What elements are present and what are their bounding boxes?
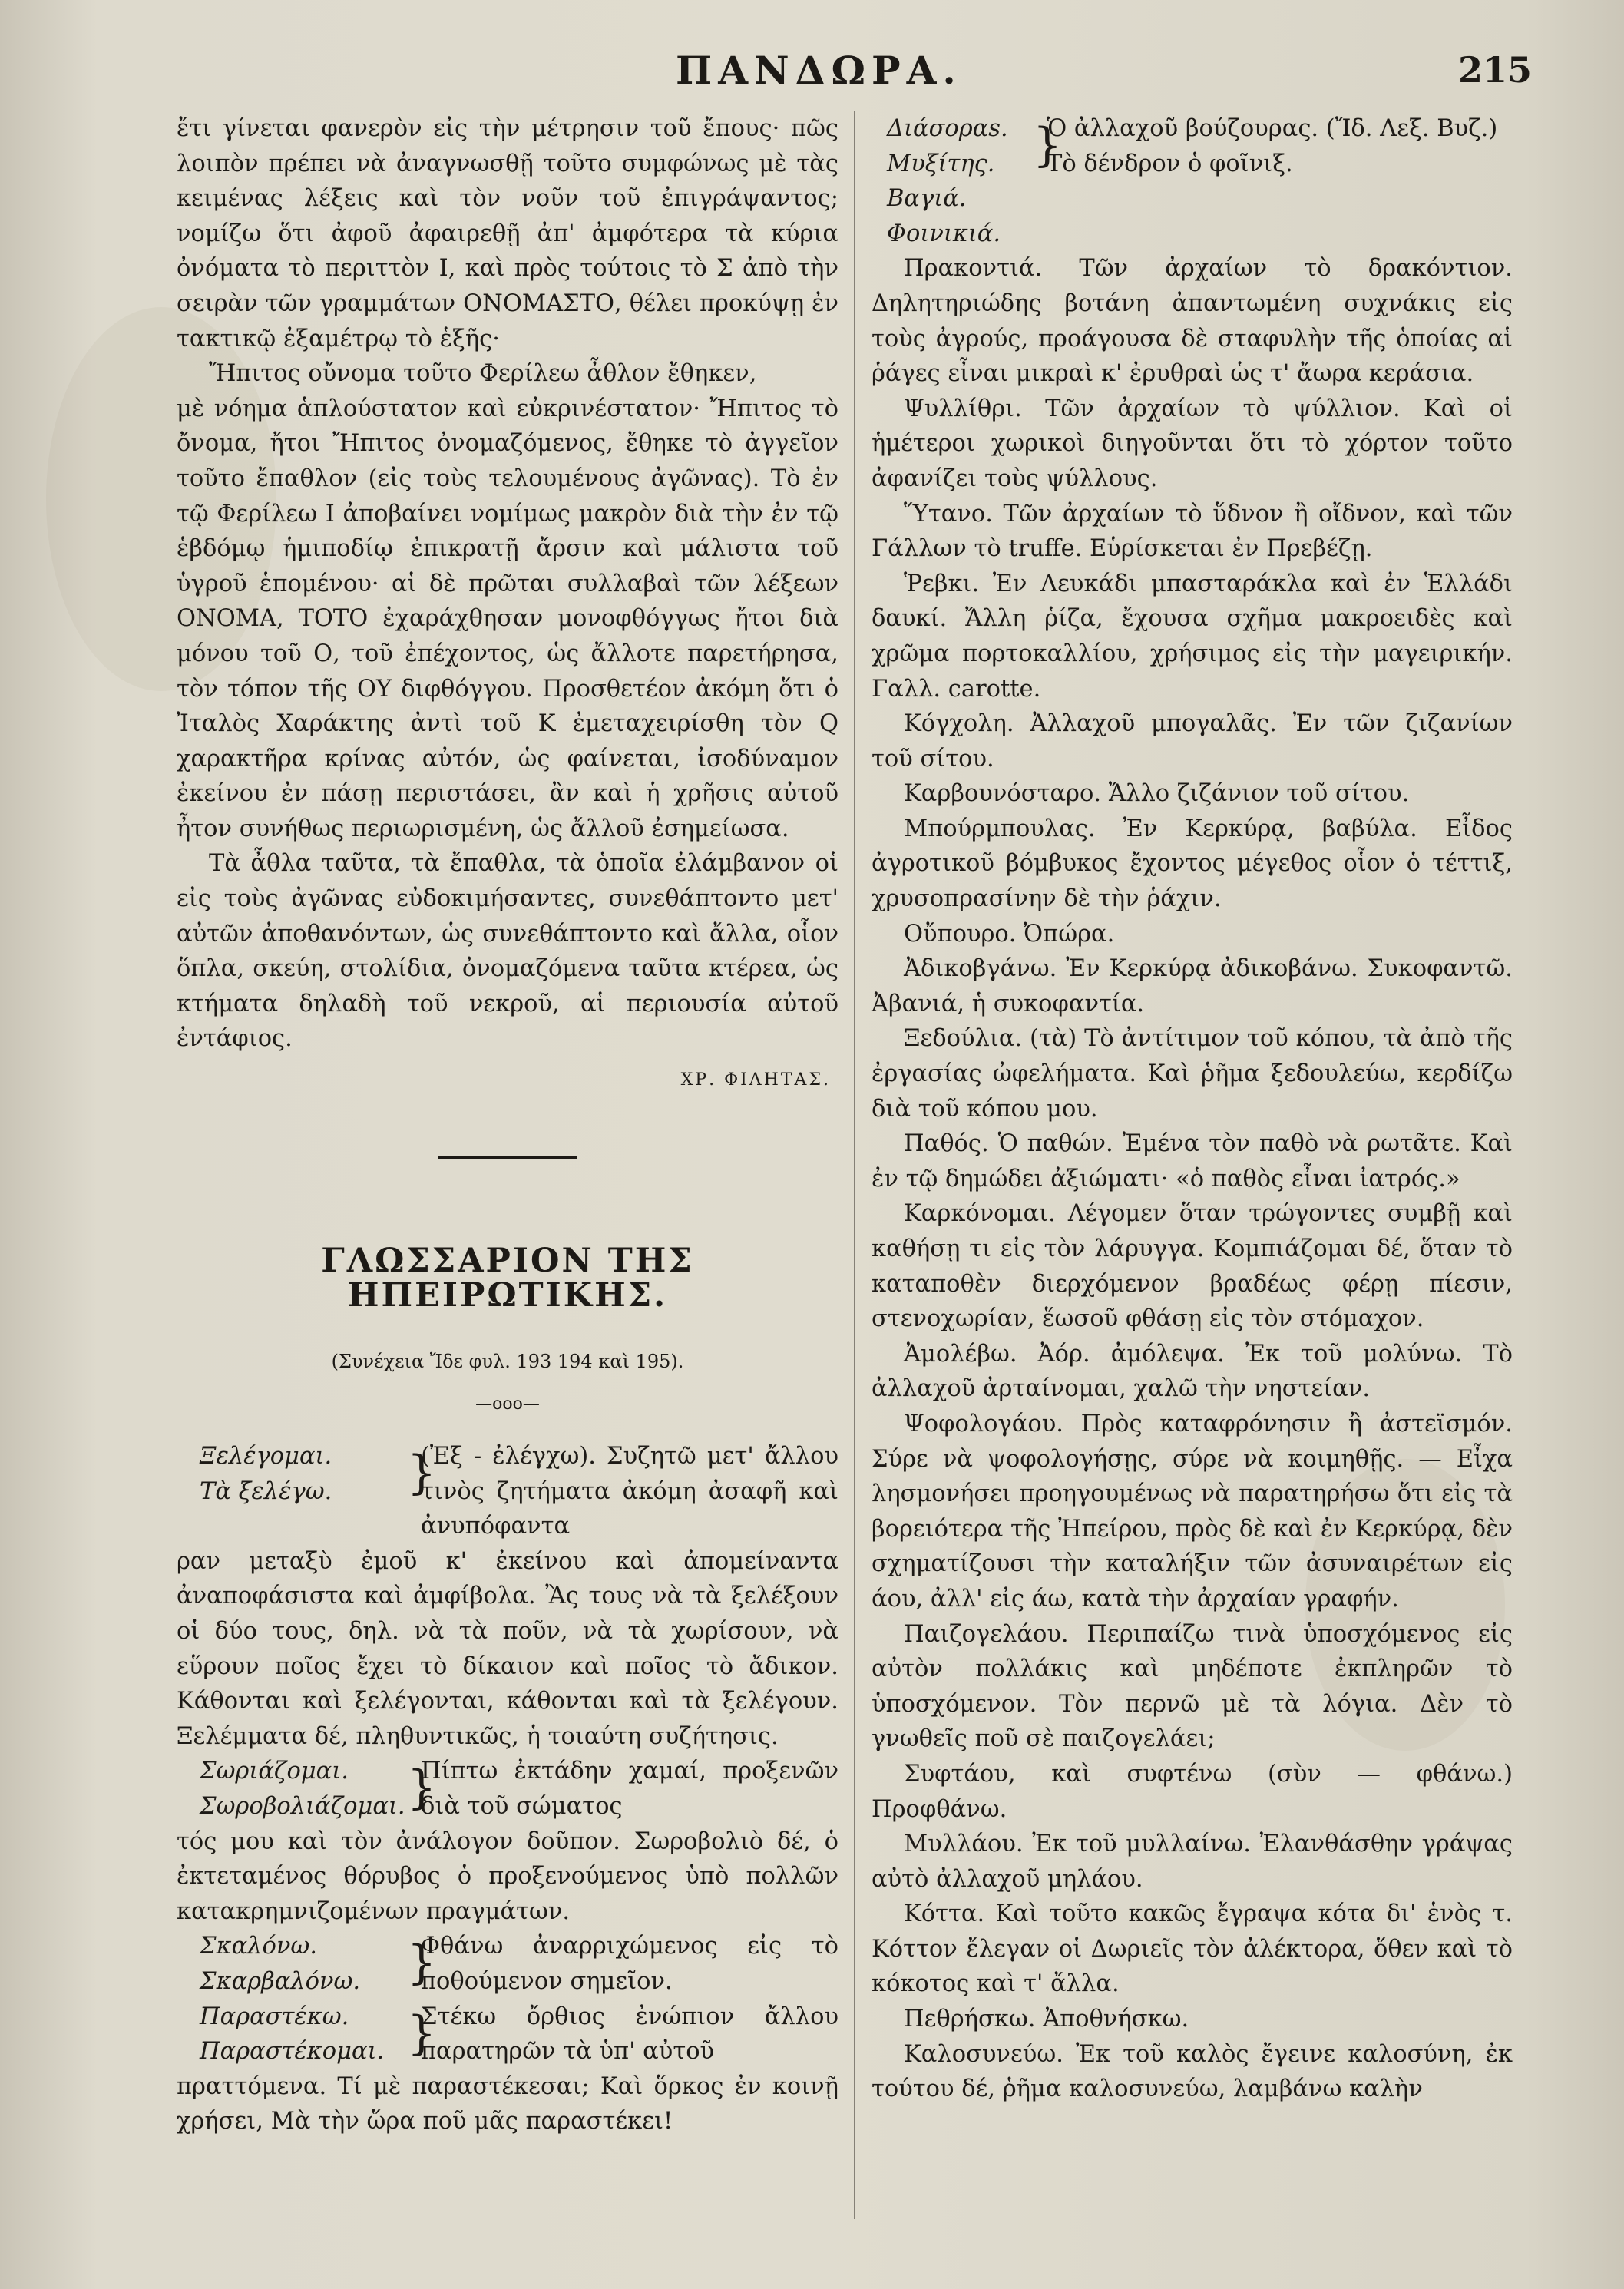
glossary-entry: Ὕτανο. Τῶν ἀρχαίων τὸ ὕδνον ἢ οἴδνον, καὶ τῶν Γάλλων τὸ truffe. Εὑρίσκεται ἐν Πρεβέζῃ. bbox=[872, 500, 1513, 563]
headwords bbox=[177, 2000, 407, 2069]
headwords bbox=[177, 1754, 407, 1824]
paragraph: ἔτι γίνεται φανερὸν εἰς τὴν μέτρησιν τοῦ ἔπους· πῶς λοιπὸν πρέπει νὰ ἀναγνωσθῇ τοῦτο συμφώνως μὲ τὰς κειμένας λέξεις καὶ τὸν νοῦν τοῦ ἐπιγράψαντος; νομίζω ὅτι ἀφοῦ ἀφαιρεθῇ ἀπ' ἀμφότερα τὰ κύρια ὀνόματα τὸ περιττὸν Ι, καὶ πρὸς τούτοις τὸ Σ ἀπὸ τὴν σειρὰν τῶν γραμμάτων ΟΝΟΜΑΣΤΟ, θέλει προκύψῃ ἐν τακτικῷ ἐξαμέτρῳ τὸ ἑξῆς· bbox=[177, 115, 838, 352]
column-divider bbox=[854, 111, 855, 2219]
headword: Φοινικιά. bbox=[887, 220, 1001, 247]
headword: Σκαλόνω. bbox=[200, 1933, 317, 1960]
definition-line: Τὸ δένδρον ὁ φοῖνιξ. bbox=[1047, 150, 1293, 177]
headword: Διάσοραs. bbox=[887, 115, 1008, 142]
definition bbox=[1047, 111, 1513, 181]
glossary-entry: Συφτάου, καὶ συφτένω (σὺν — φθάνω.) Προφθάνω. bbox=[872, 1760, 1513, 1823]
glossary-entry bbox=[177, 1754, 838, 1824]
headword: Τὰ ξελέγω. bbox=[200, 1477, 332, 1505]
headwords bbox=[872, 111, 1033, 251]
headword: Βαγιά. bbox=[887, 185, 967, 213]
definition: Φθάνω ἀναρριχώμενος εἰς τὸ ποθούμενον σημεῖον. bbox=[421, 1933, 838, 1995]
glossary-entry bbox=[872, 111, 1513, 251]
glossary-entry: Παθός. Ὁ παθών. Ἐμένα τὸν παθὸ νὰ ρωτᾶτε. Καὶ ἐν τῷ δημώδει ἀξιώματι· «ὁ παθὸς εἶναι ἰατρός.» bbox=[872, 1130, 1513, 1192]
right-column bbox=[872, 111, 1513, 2107]
glossary-entry: Καρβουνόσταρο. Ἄλλο ζιζάνιον τοῦ σίτου. bbox=[904, 780, 1410, 808]
definition-continued: ραν μεταξὺ ἐμοῦ κ' ἐκείνου καὶ ἀπομείναντα ἀναποφάσιστα καὶ ἀμφίβολα. Ἂς τους νὰ τὰ ξελέξουν οἱ δύο τους, δηλ. νὰ τὰ ποῦν, νὰ τὰ χωρίσουν, νὰ εὕρουν ποῖος ἔχει τὸ δίκαιον καὶ ποῖος τὸ ἄδικον. Κάθονται καὶ ξελέγονται, κάθονται καὶ τὰ ξελέγουν. Ξελέμματα δέ, πληθυντικῶς, ἡ τοιαύτη συζήτησις. bbox=[177, 1547, 838, 1750]
glossary-entry bbox=[177, 1439, 838, 1544]
glossary-entry: Καρκόνομαι. Λέγομεν ὅταν τρώγοντες συμβῇ καὶ καθήσῃ τι εἰς τὸν λάρυγγα. Κομπιάζομαι δέ, ὅταν τὸ καταποθὲν διερχόμενον βραδέως φέρῃ πίεσιν, στενοχωρίαν, ἕωσοῦ φθάσῃ εἰς τὸν στόμαχον. bbox=[872, 1200, 1513, 1333]
glossary-entry: Ἀδικοβγάνω. Ἐν Κερκύρᾳ ἀδικοβάνω. Συκοφαντῶ. Ἀβανιά, ἡ συκοφαντία. bbox=[872, 955, 1513, 1017]
definition-continued: πραττόμενα. Τί μὲ παραστέκεσαι; Καὶ ὅρκος ἐν κοινῇ χρήσει, Μὰ τὴν ὥρα ποῦ μᾶς παραστέκει! bbox=[177, 2072, 838, 2135]
headword: Σωριάζομαι. bbox=[200, 1758, 349, 1785]
paragraph: μὲ νόημα ἁπλούστατον καὶ εὐκρινέστατον· Ἤπιτος τὸ ὄνομα, ἤτοι Ἤπιτος ὀνομαζόμενος, ἔθηκε τὸ ἀγγεῖον τοῦτο ἔπαθλον (εἰς τοὺς τελουμένους ἀγῶνας). Τὸ ἐν τῷ Φερίλεω Ι ἀποβαίνει νομίμως μακρὸν διὰ τὴν ἐν τῷ ἑβδόμῳ ἡμιποδίῳ ἐπικρατῇ ἄρσιν καὶ μάλιστα τοῦ ὑγροῦ ἑπομένου· αἱ δὲ πρῶται συλλαβαὶ τῶν λέξεων ΟΝΟΜΑ, ΤΟΤΟ ἐχαράχθησαν μονοφθόγγως ἤτοι διὰ μόνου τοῦ Ο, τοῦ ἐπέχοντος, ὡς ἄλλοτε παρετήρησα, τὸν τόπον τῆς ΟΥ διφθόγγου. Προσθετέον ἀκόμη ὅτι ὁ Ἰταλὸς Χαράκτης ἀντὶ τοῦ Κ ἐμεταχειρίσθη τὸν Q χαρακτῆρα κρίνας αὐτόν, ὡς φαίνεται, ἰσοδύναμον ἐκείνου ἐν πάσῃ περιστάσει, ἂν καὶ ἡ χρῆσις αὐτοῦ ἦτον συνήθως περιωρισμένη, ὡς ἄλλοῦ ἐσημείωσα. bbox=[177, 395, 838, 842]
glossary-entry: Κόττα. Καὶ τοῦτο κακῶς ἔγραψα κότα δι' ἑνὸς τ. Κόττον ἔλεγαν οἱ Δωριεῖς τὸν ἀλέκτορα, ὅθεν καὶ τὸ κόκοτος καὶ τ' ἄλλα. bbox=[872, 1900, 1513, 1998]
section-divider bbox=[438, 1156, 577, 1159]
headword: Μυξίτης. bbox=[887, 150, 995, 177]
author-signature: ΧΡ. ΦΙΛΗΤΑΣ. bbox=[680, 1070, 831, 1090]
headword: Παραστέκω. bbox=[200, 2003, 349, 2030]
glossary-entry: Ξεδούλια. (τὰ) Τὸ ἀντίτιμον τοῦ κόπου, τὰ ἀπὸ τῆς ἐργασίας ὠφελήματα. Καὶ ῥῆμα ξεδουλεύω, κερδίζω διὰ τοῦ κόπου μου. bbox=[872, 1025, 1513, 1123]
verse-line: Ἤπιτος οὔνομα τοῦτο Φερίλεω ἆθλον ἔθηκεν, bbox=[209, 360, 757, 388]
running-title: ΠΑΝΔΩΡΑ. bbox=[676, 48, 962, 93]
brace: } bbox=[407, 1761, 437, 1815]
glossary-entry: Μπούρμπουλας. Ἐν Κερκύρᾳ, βαβύλα. Εἶδος ἀγροτικοῦ βόμβυκος ἔχοντος μέγεθος οἷον ὁ τέττιξ, χρυσοπρασίνην δὲ τὴν ῥάχιν. bbox=[872, 815, 1513, 913]
headword: Σκαρβαλόνω. bbox=[200, 1967, 361, 1995]
headwords bbox=[177, 1439, 407, 1509]
glossary-entry: Κόγχολη. Ἀλλαχοῦ μπογαλᾶς. Ἐν τῶν ζιζανίων τοῦ σίτου. bbox=[872, 710, 1513, 772]
section-title: ΓΛΩΣΣΑΡΙΟΝ ΤΗΣ ΗΠΕΙΡΩΤΙΚΗΣ. bbox=[321, 1241, 694, 1315]
headword: Ξελέγομαι. bbox=[200, 1443, 332, 1470]
glossary-entry: Ψυλλίθρι. Τῶν ἀρχαίων τὸ ψύλλιον. Καὶ οἱ ἡμέτεροι χωρικοὶ διηγοῦνται ὅτι τὸ χόρτον τοῦτο ἀφανίζει τοὺς ψύλλους. bbox=[872, 395, 1513, 492]
headword: Παραστέκομαι. bbox=[200, 2038, 385, 2066]
glossary-entry bbox=[177, 1929, 838, 1999]
definition-continued: τός μου καὶ τὸν ἀνάλογον δοῦπον. Σωροβολιὸ δέ, ὁ ἐκτεταμένος θόρυβος ὁ προξενούμενος ὑπὸ πολλῶν κατακρημνιζομένων πραγμάτων. bbox=[177, 1828, 838, 1925]
paragraph: Τὰ ἆθλα ταῦτα, τὰ ἔπαθλα, τὰ ὁποῖα ἐλάμβανον οἱ εἰς τοὺς ἀγῶνας εὐδοκιμήσαντες, συνεθάπτοντο μετ' αὐτῶν ἀποθανόντων, ὡς συνεθάπτοντο καὶ ἄλλα, οἷον ὅπλα, σκεύη, στολίδια, ὀνομαζόμενα ταῦτα κτέρεα, ὡς κτήματα δηλαδὴ τοῦ νεκροῦ, αἱ περιουσία αὐτοῦ ἐντάφιος. bbox=[177, 850, 838, 1053]
glossary-entry: Καλοσυνεύω. Ἐκ τοῦ καλὸς ἔγεινε καλοσύνη, ἐκ τούτου δέ, ῥῆμα καλοσυνεύω, λαμβάνω καλὴν bbox=[872, 2040, 1513, 2103]
definition: Στέκω ὄρθιος ἐνώπιον ἄλλου παρατηρῶν τὰ ὑπ' αὐτοῦ bbox=[421, 2003, 838, 2066]
definition: Πίπτω ἐκτάδην χαμαί, προξενῶν διὰ τοῦ σώματος bbox=[421, 1758, 838, 1820]
glossary-entry bbox=[177, 2000, 838, 2069]
brace: } bbox=[407, 2006, 437, 2060]
brace: } bbox=[407, 1936, 437, 1990]
left-column bbox=[177, 111, 838, 2139]
page-number: 215 bbox=[1457, 49, 1532, 91]
definition-line: Ὁ ἀλλαχοῦ βούζουρας. (Ἴδ. Λεξ. Βυζ.) bbox=[1047, 115, 1498, 142]
brace: } bbox=[407, 1446, 437, 1500]
ornament: —ooo— bbox=[475, 1394, 540, 1414]
glossary-entry: Πεθρήσκω. Ἀποθνήσκω. bbox=[904, 2006, 1189, 2033]
definition: (Ἐξ - ἐλέγχω). Συζητῶ μετ' ἄλλου τινὸς ζητήματα ἀκόμη ἀσαφῆ καὶ ἀνυπόφαντα bbox=[421, 1443, 838, 1540]
page-header bbox=[177, 48, 1563, 109]
headwords bbox=[177, 1929, 407, 1999]
glossary-entry: Παιζογελάου. Περιπαίζω τινὰ ὑποσχόμενος εἰς αὐτὸν πολλάκις καὶ μηδέποτε ἐκπληρῶν τὸ ὑποσχόμενον. Τὸν περνῶ μὲ τὰ λόγια. Δὲν τὸ γνωθεῖς ποῦ σὲ παιζογελάει; bbox=[872, 1620, 1513, 1753]
glossary-entry: Ἀμολέβω. Ἀόρ. ἀμόλεψα. Ἐκ τοῦ μολύνω. Τὸ ἀλλαχοῦ ἀρταίνομαι, χαλῶ τὴν νηστείαν. bbox=[872, 1340, 1513, 1403]
glossary-entry: Πρακοντιά. Τῶν ἀρχαίων τὸ δρακόντιον. Δηλητηριώδης βοτάνη ἀπαντωμένη συχνάκις εἰς τοὺς ἀγρούς, προάγουσα δὲ σταφυλὴν τῆς ὁποίας αἱ ῥάγες εἶναι μικραὶ κ' ἐρυθραὶ ὡς τ' ἄωρα κεράσια. bbox=[872, 255, 1513, 388]
headword: Σωροβολιάζομαι. bbox=[200, 1792, 405, 1820]
glossary-entry: Μυλλάου. Ἐκ τοῦ μυλλαίνω. Ἐλανθάσθην γράψας αὐτὸ ἀλλαχοῦ μηλάου. bbox=[872, 1831, 1513, 1893]
glossary-entry: Οὔπουρο. Ὀπώρα. bbox=[904, 920, 1115, 948]
section-subtitle: (Συνέχεια Ἴδε φυλ. 193 194 καὶ 195). bbox=[331, 1350, 684, 1372]
glossary-entry: Ῥεβκι. Ἐν Λευκάδι μπασταράκλα καὶ ἐν Ἑλλάδι δαυκί. Ἄλλη ῥίζα, ἔχουσα σχῆμα μακροειδὲς καὶ χρῶμα πορτοκαλλίου, χρήσιμος εἰς τὴν μαγειρικήν. Γαλλ. carotte. bbox=[872, 570, 1513, 703]
glossary-entry: Ψοφολογάου. Πρὸς καταφρόνησιν ἢ ἀστεϊσμόν. Σύρε νὰ ψοφολογήσῃς, σύρε νὰ κοιμηθῇς. — Εἶχα λησμονήσει προηγουμένως νὰ παρατηρήσω ὅτι εἰς τὰ βορειότερα τῆς Ἠπείρου, πρὸς δὲ καὶ ἐν Κερκύρᾳ, δὲν σχηματίζουσι τὴν καταλήξιν τῶν ἀσυναιρέτων εἰς άου, ἀλλ' εἰς άω, κατὰ τὴν ἀρχαίαν γραφήν. bbox=[872, 1410, 1513, 1613]
brace: } bbox=[1033, 118, 1063, 172]
